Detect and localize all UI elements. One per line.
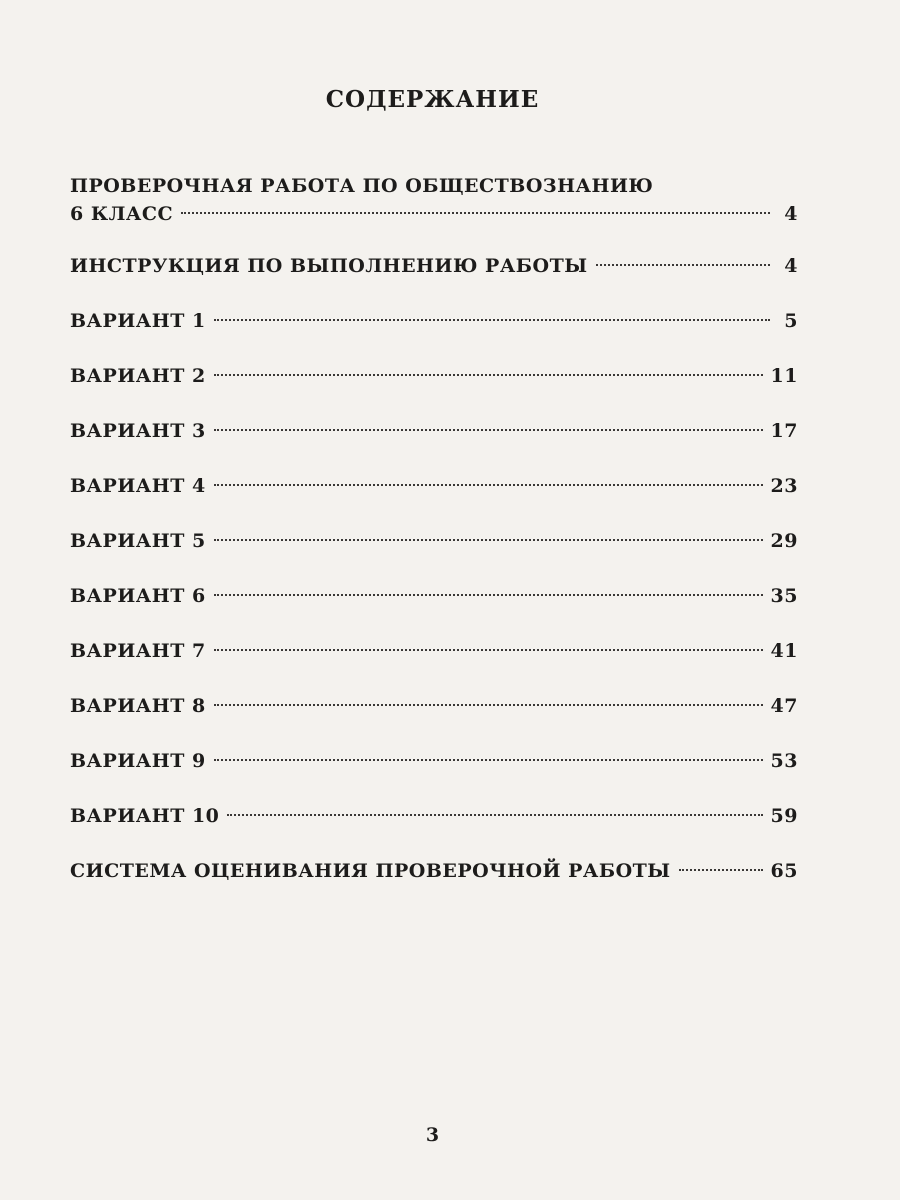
toc-entry-grading-system[interactable] [70,857,798,885]
toc-entry-page: 5 [784,310,798,332]
toc-entry-variant-9[interactable] [70,747,798,775]
toc-entry-page: 4 [784,255,798,277]
toc-entry-page: 35 [770,585,798,607]
dot-leader [214,319,770,321]
toc-entry-test-work[interactable] [70,172,798,228]
table-of-contents [70,172,798,885]
toc-entry-title: ВАРИАНТ 6 [70,585,206,607]
toc-entry-title: ВАРИАНТ 4 [70,475,206,497]
toc-entry-page: 41 [770,640,798,662]
toc-entry-variant-3[interactable] [70,417,798,445]
toc-entry-title: ВАРИАНТ 7 [70,640,206,662]
dot-leader [679,869,763,871]
toc-entry-title: 6 КЛАСС [70,203,174,225]
dot-leader [214,704,763,706]
toc-entry-title: ВАРИАНТ 8 [70,695,206,717]
page-number: 3 [425,1124,440,1146]
toc-entry-variant-7[interactable] [70,637,798,665]
toc-entry-title: ВАРИАНТ 3 [70,420,206,442]
toc-entry-title-line1: ПРОВЕРОЧНАЯ РАБОТА ПО ОБЩЕСТВОЗНАНИЮ [70,175,654,197]
page-title: СОДЕРЖАНИЕ [325,86,540,113]
dot-leader [214,649,763,651]
toc-entry-page: 47 [770,695,798,717]
toc-entry-variant-10[interactable] [70,802,798,830]
toc-entry-page: 11 [770,365,798,387]
dot-leader [227,814,762,816]
dot-leader [214,539,763,541]
dot-leader [214,484,763,486]
dot-leader [596,264,770,266]
toc-entry-variant-6[interactable] [70,582,798,610]
toc-entry-page: 53 [770,750,798,772]
dot-leader [214,594,763,596]
toc-entry-title: ИНСТРУКЦИЯ ПО ВЫПОЛНЕНИЮ РАБОТЫ [70,255,588,277]
toc-entry-page: 29 [770,530,798,552]
toc-entry-title: СИСТЕМА ОЦЕНИВАНИЯ ПРОВЕРОЧНОЙ РАБОТЫ [70,860,671,882]
toc-entry-variant-1[interactable] [70,307,798,335]
dot-leader [181,212,770,214]
toc-entry-title: ВАРИАНТ 9 [70,750,206,772]
toc-entry-page: 17 [770,420,798,442]
dot-leader [214,429,763,431]
toc-entry-page: 23 [770,475,798,497]
toc-entry-variant-5[interactable] [70,527,798,555]
dot-leader [214,374,763,376]
toc-entry-variant-8[interactable] [70,692,798,720]
toc-entry-page: 65 [770,860,798,882]
toc-entry-page: 4 [784,203,798,225]
dot-leader [214,759,763,761]
toc-entry-page: 59 [770,805,798,827]
toc-entry-variant-2[interactable] [70,362,798,390]
toc-entry-variant-4[interactable] [70,472,798,500]
toc-entry-title: ВАРИАНТ 10 [70,805,220,827]
toc-entry-title: ВАРИАНТ 2 [70,365,206,387]
toc-entry-title: ВАРИАНТ 1 [70,310,206,332]
toc-entry-title: ВАРИАНТ 5 [70,530,206,552]
toc-entry-instructions[interactable] [70,252,798,280]
